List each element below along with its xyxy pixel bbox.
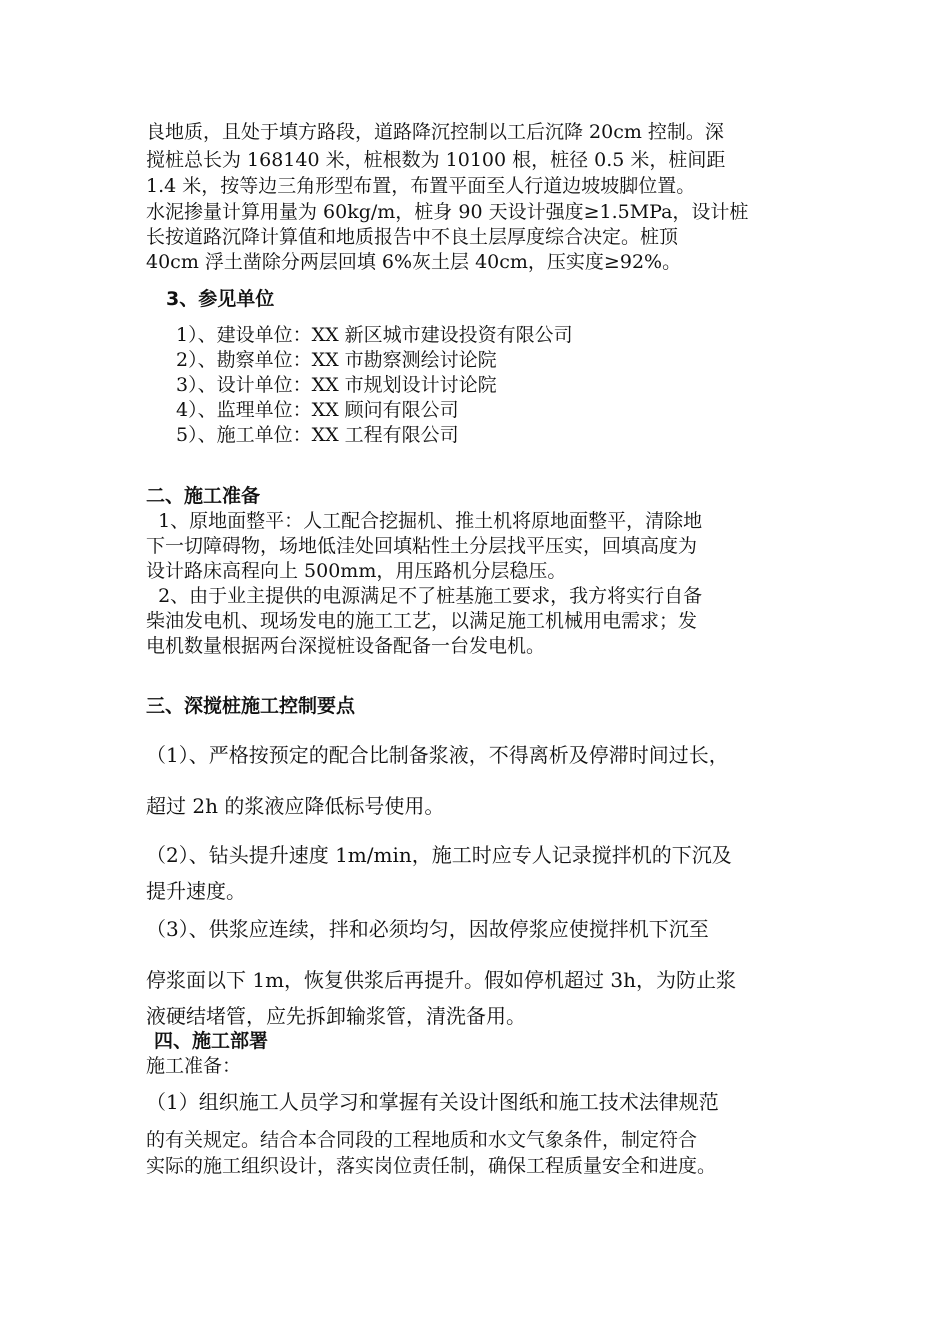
paragraph-line: 液硬结堵管，应先拆卸输浆管，清洗备用。 (146, 1004, 526, 1028)
intro-line: 水泥掺量计算用量为 60kg/m，桩身 90 天设计强度≥1.5MPa，设计桩 (146, 201, 749, 223)
section-heading: 二、施工准备 (146, 485, 261, 507)
paragraph-line: 施工准备： (146, 1055, 242, 1077)
paragraph-line: 停浆面以下 1m，恢复供浆后再提升。假如停机超过 3h，为防止浆 (146, 968, 737, 992)
paragraph-line: （2）、钻头提升速度 1m/min，施工时应专人记录搅拌机的下沉及 (146, 843, 732, 867)
intro-line: 搅桩总长为 168140 米，桩根数为 10100 根，桩径 0.5 米，桩间距 (146, 149, 726, 171)
list-item: 5）、施工单位：XX 工程有限公司 (176, 424, 459, 446)
intro-line: 良地质，且处于填方路段，道路降沉控制以工后沉降 20cm 控制。深 (146, 121, 724, 143)
paragraph-line: 柴油发电机、现场发电的施工工艺，以满足施工机械用电需求；发 (146, 610, 698, 632)
section-heading: 3、参见单位 (166, 288, 275, 310)
paragraph-line: （1）、严格按预定的配合比制备浆液，不得离析及停滞时间过长， (146, 743, 729, 767)
intro-line: 长按道路沉降计算值和地质报告中不良土层厚度综合决定。桩顶 (146, 226, 679, 248)
list-item: 1）、建设单位：XX 新区城市建设投资有限公司 (176, 324, 573, 346)
paragraph-line: 2、由于业主提供的电源满足不了桩基施工要求，我方将实行自备 (146, 585, 703, 607)
intro-line: 40cm 浮土凿除分两层回填 6%灰土层 40cm，压实度≥92%。 (146, 251, 682, 273)
paragraph-line: （1）组织施工人员学习和掌握有关设计图纸和施工技术法律规范 (146, 1090, 719, 1114)
intro-line: 1.4 米，按等边三角形型布置，布置平面至人行道边坡坡脚位置。 (146, 175, 696, 197)
paragraph-line: 的有关规定。结合本合同段的工程地质和水文气象条件，制定符合 (146, 1129, 698, 1151)
paragraph-line: 1、原地面整平：人工配合挖掘机、推土机将原地面整平，清除地 (146, 510, 703, 532)
paragraph-line: 实际的施工组织设计，落实岗位责任制，确保工程质量安全和进度。 (146, 1155, 717, 1177)
paragraph-line: 超过 2h 的浆液应降低标号使用。 (146, 794, 445, 818)
paragraph-line: 电机数量根据两台深搅桩设备配备一台发电机。 (146, 635, 546, 657)
paragraph-line: 下一切障碍物，场地低洼处回填粘性土分层找平压实，回填高度为 (146, 535, 698, 557)
paragraph-line: （3）、供浆应连续，拌和必须均匀，因故停浆应使搅拌机下沉至 (146, 917, 709, 941)
list-item: 2）、勘察单位：XX 市勘察测绘讨论院 (176, 349, 497, 371)
list-item: 4）、监理单位：XX 顾问有限公司 (176, 399, 459, 421)
paragraph-line: 提升速度。 (146, 879, 246, 903)
list-item: 3）、设计单位：XX 市规划设计讨论院 (176, 374, 497, 396)
section-heading: 三、深搅桩施工控制要点 (146, 695, 356, 717)
section-heading: 四、施工部署 (154, 1030, 269, 1052)
paragraph-line: 设计路床高程向上 500mm，用压路机分层稳压。 (146, 560, 567, 582)
